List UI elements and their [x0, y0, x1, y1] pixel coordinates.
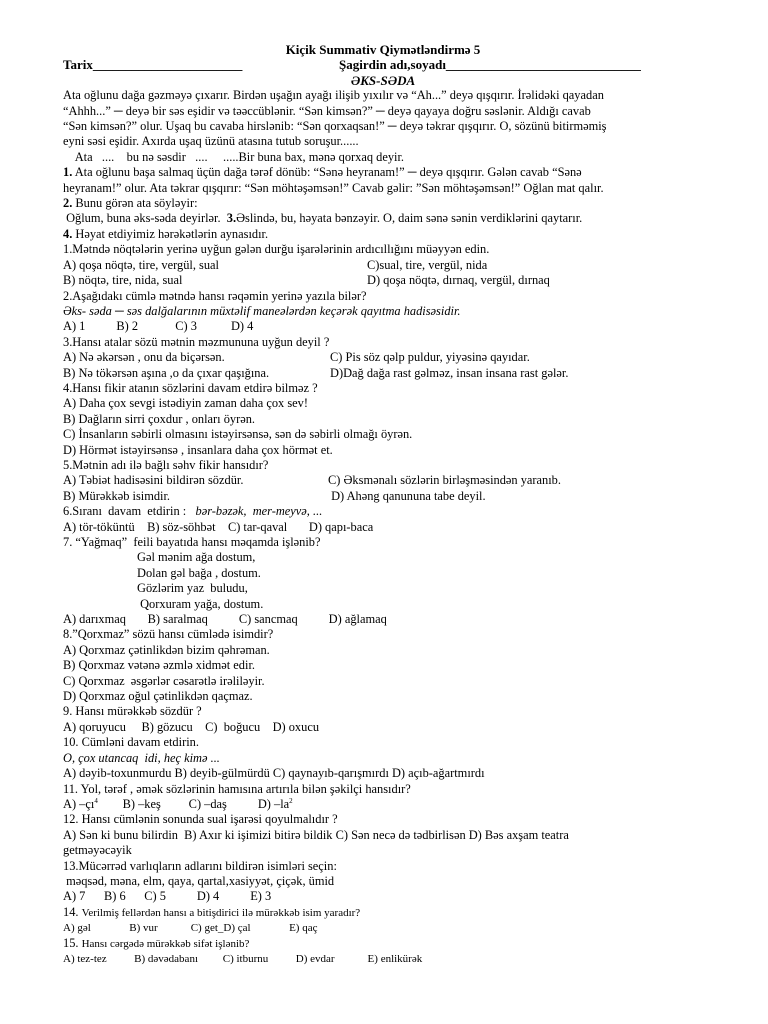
question-13: 13.Mücərrəd varlıqların adlarını bildirən isimləri seçin: [63, 858, 337, 873]
answer-options[interactable]: A) darıxmaq B) saralmaq C) sancmaq D) ağlamaq [63, 612, 387, 627]
question-12: 12. Hansı cümlənin sonunda sual işarəsi qoyulmalıdır ? [63, 812, 338, 827]
question-1: 1.Mətndə nöqtələrin yerinə uyğun gələn durğu işarələrinin ardıcıllığını müəyyən edin. [63, 242, 490, 257]
answer-option[interactable]: B) Mürəkkəb isimdir. [63, 488, 171, 503]
answer-row [63, 258, 703, 273]
story-paragraph [63, 88, 703, 150]
poem-line: Dolan gəl bağa , dostum. [137, 565, 261, 580]
suffix-variant-count: 4 [94, 796, 98, 805]
answer-option-a[interactable]: A) –çı [63, 796, 95, 811]
answer-options[interactable] [63, 797, 703, 812]
answer-row [63, 273, 703, 288]
suffix-variant-count: 2 [289, 796, 293, 805]
poem-line: Gəl mənim ağa dostum, [137, 550, 256, 565]
question-8: 8.”Qorxmaz” sözü hansı cümlədə isimdir? [63, 627, 274, 642]
answer-option[interactable]: C) Pis söz qəlp puldur, yiyəsinə qayıdar. [330, 350, 530, 365]
answer-options[interactable]: A) qoruyucu B) gözucu C) boğucu D) oxucu [63, 719, 320, 734]
question-15-text: Hansı cərgədə mürəkkəb sifət işlənib? [81, 937, 250, 950]
answer-row [63, 350, 703, 365]
student-name-field-label: Şagirdin adı,soyadı______________________________ [339, 57, 641, 73]
question-2: 2.Aşağıdakı cümlə mətndə hansı rəqəmin yerinə yazıla bilər? [63, 288, 367, 303]
question-6-words: bər-bəzək, mer-meyvə, ... [195, 504, 323, 519]
page-title: Kiçik Summativ Qiymətləndirmə 5 [285, 42, 481, 57]
story-section-2 [63, 196, 703, 211]
story-section-3 [63, 211, 703, 226]
answer-option[interactable]: C)sual, tire, vergül, nida [367, 257, 488, 272]
answer-option[interactable]: B) nöqtə, tire, nida, sual [63, 273, 183, 288]
poem-line: Gözlərim yaz buludu, [137, 581, 248, 596]
header-row [63, 57, 703, 72]
story-line: eyni səsi eşidir. Axırda uşaq üzünü atasına tutub soruşur...... [63, 134, 359, 149]
question-11: 11. Yol, tərəf , əmək sözlərinin hamısına artırıla bilən şəkilçi hansıdır? [63, 781, 411, 796]
answer-option[interactable]: D)Dağ dağa rast gəlməz, insan insana rast gələr. [330, 365, 569, 380]
section-number: 2. [63, 196, 73, 211]
answer-option[interactable]: A) Nə əkərsən , onu da biçərsən. [63, 350, 225, 365]
question-2-sentence: Əks- səda ─ səs dalğalarının müxtəlif maneələrdən keçərək qayıtma hadisəsidir. [63, 303, 461, 318]
answer-option[interactable]: D) qoşa nöqtə, dırnaq, vergül, dırnaq [367, 273, 550, 288]
answer-options[interactable]: A) 7 B) 6 C) 5 D) 4 E) 3 [63, 889, 272, 904]
question-number: 15. [63, 935, 82, 950]
answer-options[interactable]: A) Sən ki bunu bilirdin B) Axır ki işimizi bitirə bildik C) Sən necə də tədbirlisən D) Bəs axşam teatra [63, 827, 569, 842]
answer-row [63, 489, 703, 504]
answer-option[interactable]: C) Əksmənalı sözlərin birləşməsindən yaranıb. [328, 473, 561, 488]
question-6 [63, 504, 703, 519]
question-13-words: məqsəd, məna, elm, qaya, qartal,xasiyyət, çiçək, ümid [63, 873, 335, 888]
answer-option[interactable]: D) Hörmət istəyirsənsə , insanlara daha çox hörmət et. [63, 442, 333, 457]
answer-options[interactable]: A) 1 B) 2 C) 3 D) 4 [63, 319, 254, 334]
question-3: 3.Hansı atalar sözü mətnin məzmununa uyğun deyil ? [63, 334, 330, 349]
answer-option[interactable]: D) Ahəng qanununa tabe deyil. [328, 488, 486, 503]
question-4: 4.Hansı fikir atanın sözlərini davam etdirə bilməz ? [63, 380, 318, 395]
date-field-label: Tarix_______________________ [63, 57, 243, 73]
answer-options[interactable]: A) tör-töküntü B) söz-söhbət C) tar-qaval D) qapı-baca [63, 519, 374, 534]
question-14 [63, 905, 703, 921]
answer-row [63, 473, 703, 488]
story-line: “Ahhh...” ─ deyə bir səs eşidir və təəccüblənir. “Sən kimsən?” ─ deyə qayaya doğru səslənir. Aldığı cavab [63, 103, 591, 118]
story-line: Oğlum, buna əks-səda deyirlər. [63, 211, 227, 226]
section-number: 3. [226, 211, 237, 226]
answer-option[interactable]: D) Qorxmaz oğul çətinlikdən qaçmaz. [63, 689, 253, 704]
answer-option[interactable]: B) Dağların sirri çoxdur , onları öyrən. [63, 411, 256, 426]
story-line: Bunu görən ata söyləyir: [72, 196, 198, 211]
question-10-sentence: O, çox utancaq idi, heç kimə ... [63, 750, 220, 765]
answer-option[interactable]: B) Nə tökərsən aşına ,o da çıxar qaşığına. [63, 365, 270, 380]
answer-option[interactable]: B) Qorxmaz vətənə əzmlə xidmət edir. [63, 658, 255, 673]
story-section-1 [63, 165, 703, 180]
question-15 [63, 936, 703, 952]
answer-option[interactable]: C) İnsanların səbirli olmasını istəyirsənsə, sən də səbirli olmağı öyrən. [63, 427, 413, 442]
story-dialog-line: Ata .... bu nə səsdir .... .....Bir buna bax, mənə qorxaq deyir. [63, 149, 405, 164]
question-7: 7. “Yağmaq” feili bayatıda hansı məqamda işlənib? [63, 535, 321, 549]
answer-options[interactable]: A) gəl B) vur C) get_D) çal E) qaç [63, 921, 318, 934]
answer-row [63, 366, 703, 381]
question-9: 9. Hansı mürəkkəb sözdür ? [63, 704, 202, 719]
worksheet-page [63, 42, 703, 967]
question-5: 5.Mətnin adı ilə bağlı səhv fikir hansıdır? [63, 457, 269, 472]
story-section-4 [63, 227, 703, 242]
story-line: “Sən kimsən?” olur. Uşaq bu cavaba hirslənib: “Sən qorxaqsan!” ─ deyə təkrar qışqırır. O, sözünü bitirməmiş [63, 119, 607, 134]
answer-option[interactable]: A) Daha çox sevgi istədiyin zaman daha çox sev! [63, 396, 308, 411]
answer-option[interactable]: A) Təbiət hadisəsini bildirən sözdür. [63, 473, 244, 488]
poem-line: Qorxuram yağa, dostum. [137, 596, 264, 611]
answer-options[interactable]: getməyəcəyik [63, 843, 132, 858]
question-6-text: 6.Sıranı davam etdirin : [63, 504, 196, 519]
question-number: 14. [63, 904, 82, 919]
answer-option[interactable]: C) Qorxmaz əsgərlər cəsarətlə irəliləyir. [63, 673, 265, 688]
question-10: 10. Cümləni davam etdirin. [63, 735, 199, 750]
answer-options-rest[interactable]: B) –keş C) –daş D) –la [97, 796, 290, 811]
section-number: 1. [63, 165, 73, 180]
answer-options[interactable]: A) tez-tez B) dəvədabanı C) itburnu D) evdar E) enlikürək [63, 952, 423, 965]
story-line: Ata oğlunu dağa gəzməyə çıxarır. Birdən uşağın ayağı ilişib yıxılır və “Ah...” deyə qışqırır. İrəlidəki qayadan [63, 88, 604, 103]
story-line: Həyat etdiyimiz hərəkətlərin aynasıdır. [72, 226, 269, 241]
story-line: Əslində, bu, həyata bənzəyir. O, daim sənə sənin verdiklərini qaytarır. [236, 211, 583, 226]
answer-option[interactable]: A) qoşa nöqtə, tire, vergül, sual [63, 257, 219, 272]
story-line: Ata oğlunu başa salmaq üçün dağa tərəf dönüb: “Sənə heyranam!” ─ deyə qışqırır. Gələn cavab “Sənə [72, 165, 582, 180]
section-number: 4. [63, 226, 73, 241]
answer-option[interactable]: A) Qorxmaz çətinlikdən bizim qəhrəman. [63, 642, 270, 657]
story-title: ƏKS-SƏDA [350, 72, 416, 88]
story-line: heyranam!” olur. Ata təkrar qışqırır: “Sən möhtəşəmsən!” Cavab gəlir: ”Sən möhtəşəmsən!” Oğlan mat qalır. [63, 180, 604, 195]
question-14-text: Verilmiş fellərdən hansı a bitişdirici ilə mürəkkəb isim yaradır? [81, 906, 361, 919]
answer-options[interactable]: A) dəyib-toxunmurdu B) deyib-gülmürdü C) qaynayıb-qarışmırdı D) açıb-ağartmırdı [63, 766, 485, 781]
